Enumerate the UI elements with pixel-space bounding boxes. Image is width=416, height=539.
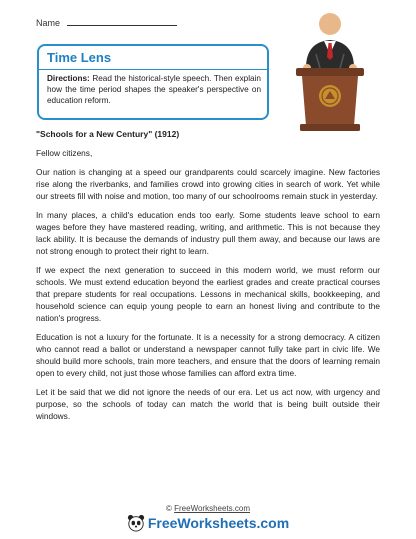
- speech-paragraph: Let it be said that we did not ignore the needs of our era. Let us act now, with urgency and purpose, so the schools of today can match the world that is being built outside their windows.: [36, 387, 380, 421]
- worksheet-title: Time Lens: [47, 50, 112, 65]
- speech-paragraph: Education is not a luxury for the fortunate. It is a necessity for a strong democracy. A citizen who cannot read a ballot or understand a newspaper cannot fully take part in civic life. We should build more schools, train more teachers, and ensure that the doors of learning remain open to every child, not just those whose families can afford extra time.: [36, 332, 380, 378]
- logo-text: FreeWorksheets.com: [147, 515, 290, 531]
- speaker-podium-illustration: [282, 8, 378, 134]
- directions-label: Directions:: [47, 74, 90, 83]
- footer-copyright: [0, 504, 416, 513]
- speaker-head: [319, 13, 341, 35]
- speech-paragraph: In many places, a child's education ends too early. Some students leave school to earn wages before they have mastered reading, writing, and arithmetic. This is not because they lack ability. It is because the demands of industry pull them away, and because our laws are not strong enough to protect their right to learn.: [36, 210, 380, 256]
- speech-paragraph: Our nation is changing at a speed our grandparents could scarcely imagine. New factories rise along the riverbanks, and families crowd into growing cities in search of work. Yet while our streets fill with noise and motion, too many of our schoolrooms remain stuck in yesterday.: [36, 167, 380, 201]
- directions: [47, 73, 261, 106]
- directions-text: Read the historical-style speech. Then explain how the time period shapes the speaker's perspective on education reform.: [47, 74, 261, 105]
- panda-icon: [127, 514, 145, 532]
- speech-paragraph: Fellow citizens,: [36, 148, 93, 158]
- speech-paragraph: If we expect the next generation to succeed in this modern world, we must reform our schools. We must extend education beyond the earliest grades and create practical courses that prepare students for real occupations. Lessons in mechanical skills, bookkeeping, and household science can equip young people to earn an honest living and contribute to the nation's progress.: [36, 265, 380, 323]
- podium-top: [296, 68, 364, 76]
- name-label: Name: [36, 18, 61, 28]
- copyright-site-link[interactable]: FreeWorksheets.com: [174, 504, 250, 513]
- speech-title: "Schools for a New Century" (1912): [36, 129, 180, 139]
- name-field: [36, 17, 177, 28]
- site-logo[interactable]: [0, 514, 416, 532]
- title-divider: [39, 69, 267, 70]
- name-line[interactable]: [67, 17, 177, 26]
- copyright-symbol: ©: [165, 504, 172, 513]
- speech-document: [36, 128, 380, 429]
- instructions-box: [37, 44, 269, 120]
